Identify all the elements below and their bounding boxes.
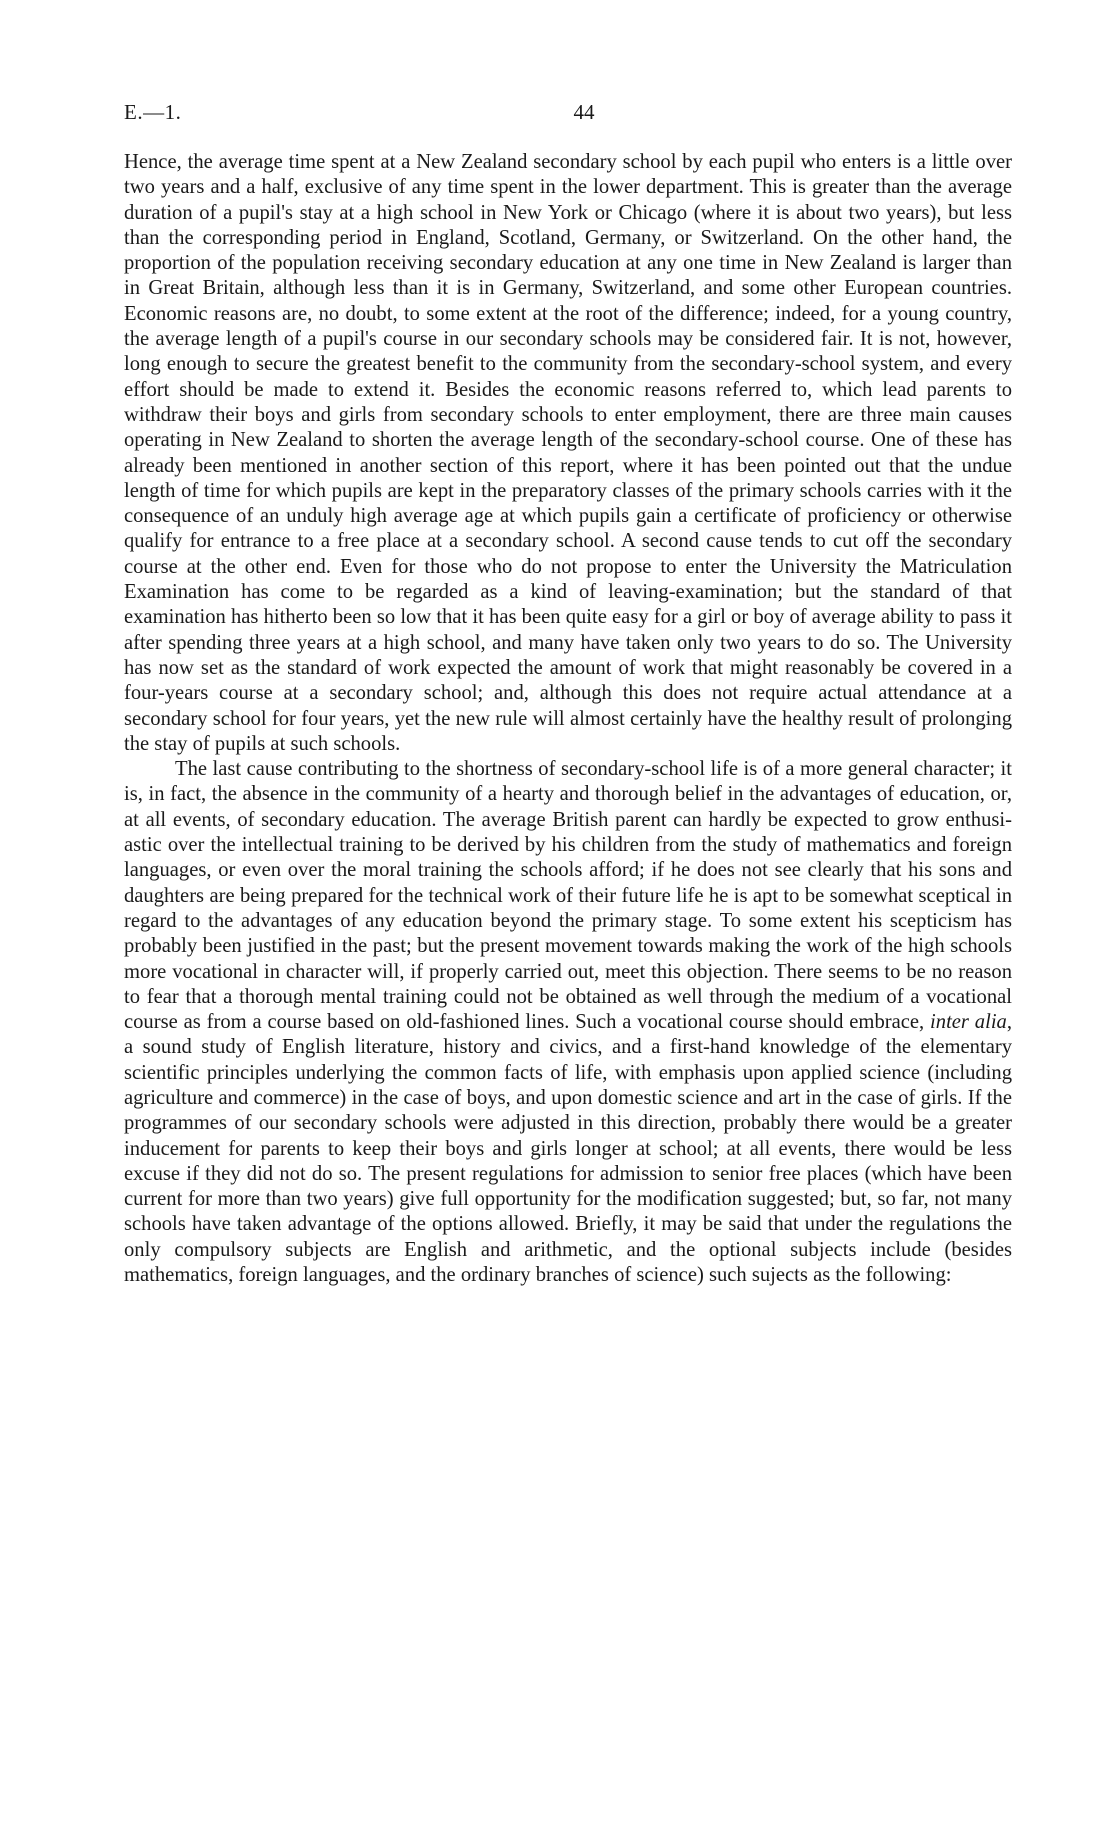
paragraph-2 <box>124 757 1012 1288</box>
page-number: 44 <box>573 100 595 124</box>
document-body <box>124 150 1012 1288</box>
page-header <box>124 100 1014 130</box>
paragraph-2-italic-phrase: inter alia <box>930 1011 1007 1034</box>
parliamentary-paper-reference: E.—1. <box>124 100 182 124</box>
paragraph-2-text-after: , a sound study of English literature, history and civics, and a first-hand knowledge of the elementary scientific principles underlying the common facts of life, with emphasis upon applied science (including agriculture and commerce) in the case of boys, and upon domestic science and art in the case of girls. If the programmes of our secondary schools were adjusted in this direction, probably there would be a greater inducement for parents to keep their boys and girls longer at school; at all events, there would be less excuse if they did not do so. The present regulations for admission to senior free places (which have been current for more than two years) give full opportunity for the modification suggested; but, so far, not many schools have taken advantage of the options allowed. Briefly, it may be said that under the regulations the only compulsory subjects are English and arithmetic, and the optional subjects include (besides mathematics, foreign languages, and the ordinary branches of science) such sujects as the following: <box>124 1011 1012 1287</box>
paragraph-2-text-before: The last cause contributing to the shortness of secondary-school life is of a more general character; it is, in fact, the absence in the community of a hearty and thorough belief in the advantages of education, or, at all events, of secondary education. The average British parent can hardly be expected to grow enthusiastic over the intellectual training to be derived by his children from the study of mathematics and foreign languages, or even over the moral training the schools afford; if he does not see clearly that his sons and daughters are being prepared for the technical work of their future life he is apt to be somewhat sceptical in regard to the advantages of any education beyond the primary stage. To some extent his scepticism has probably been justified in the past; but the present movement towards making the work of the high schools more vocational in character will, if properly carried out, meet this objection. There seems to be no reason to fear that a thorough mental training could not be obtained as well through the medium of a vocational course as from a course based on old-fashioned lines. Such a vocational course should embrace, <box>124 758 1012 1034</box>
paragraph-1: Hence, the average time spent at a New Zealand secondary school by each pupil who enters is a little over two years and a half, exclusive of any time spent in the lower department. This is greater than the average duration of a pupil's stay at a high school in New York or Chicago (where it is about two years), but less than the corresponding period in England, Scotland, Germany, or Switzerland. On the other hand, the proportion of the population receiving secondary education at any one time in New Zealand is larger than in Great Britain, although less than it is in Germany, Switzerland, and some other European countries. Economic reasons are, no doubt, to some extent at the root of the difference; indeed, for a young country, the average length of a pupil's course in our secondary schools may be considered fair. It is not, however, long enough to secure the greatest benefit to the community from the secondary-school system, and every effort should be made to extend it. Besides the economic reasons referred to, which lead parents to withdraw their boys and girls from secondary schools to enter employment, there are three main causes operating in New Zealand to shorten the average length of the secondary-school course. One of these has already been mentioned in another section of this report, where it has been pointed out that the undue length of time for which pupils are kept in the preparatory classes of the primary schools carries with it the consequence of an unduly high average age at which pupils gain a certificate of proficiency or otherwise qualify for entrance to a free place at a secondary school. A second cause tends to cut off the secondary course at the other end. Even for those who do not propose to enter the University the Matriculation Examination has come to be regarded as a kind of leaving-examination; but the standard of that examination has hitherto been so low that it has been quite easy for a girl or boy of average ability to pass it after spending three years at a high school, and many have taken only two years to do so. The University has now set as the standard of work expected the amount of work that might reasonably be covered in a four-years course at a secondary school; and, although this does not require actual attendance at a secondary school for four years, yet the new rule will almost certainly have the healthy result of prolonging the stay of pupils at such schools. <box>124 151 1012 755</box>
